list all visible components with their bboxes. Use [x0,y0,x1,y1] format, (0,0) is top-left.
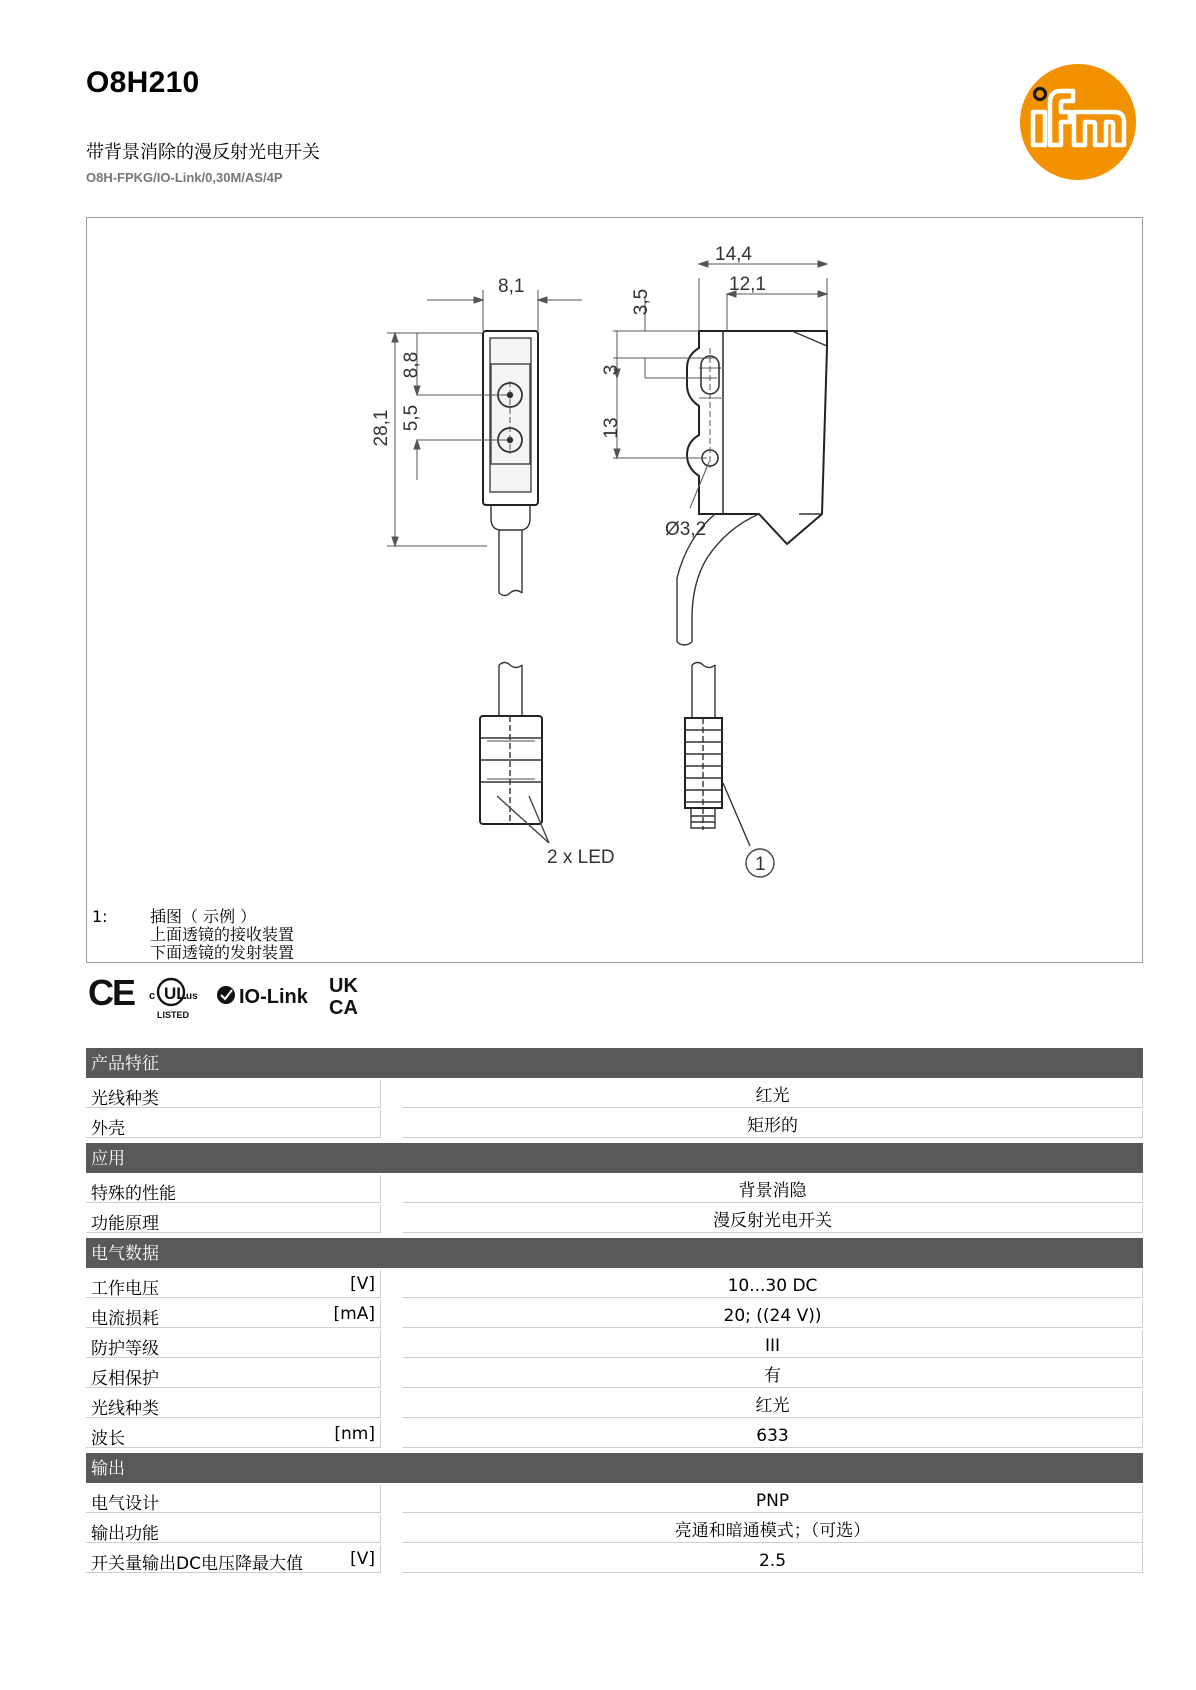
dim-lens: 5,5 [401,404,422,432]
spec-value: III [403,1330,1143,1358]
ul-us-text: us [186,991,198,1002]
spec-label-cell [86,1270,381,1298]
spec-row [86,1360,1143,1388]
dim-hole-top: 3,5 [631,288,652,316]
dim-width-front: 8,1 [498,276,525,297]
dimension-drawing [86,217,1143,963]
spec-label: 外壳 [91,1119,125,1139]
io-link-mark [217,986,309,1008]
spec-label-cell [86,1515,381,1543]
dim-depth-total: 14,4 [715,244,752,265]
spec-row [86,1485,1143,1513]
spec-unit: [mA] [333,1304,375,1324]
ifm-logo-disc [1020,64,1136,180]
spec-label-cell [86,1360,381,1388]
spec-label-cell [86,1080,381,1108]
ce-mark [88,972,135,1013]
spec-value: 20; ((24 V)) [403,1300,1143,1328]
spec-value: 背景消隐 [403,1175,1143,1203]
spec-label-cell [86,1205,381,1233]
ul-listed-mark [149,979,198,1020]
led-label: 2 x LED [547,847,615,868]
spec-unit: [nm] [334,1424,375,1444]
section-header: 输出 [86,1453,1143,1483]
spec-value: PNP [403,1485,1143,1513]
dim-height: 28,1 [371,409,392,447]
spec-label-cell [86,1300,381,1328]
note-line-2: 上面透镜的接收装置 [150,925,295,944]
spec-row [86,1390,1143,1418]
ukca-mark [329,975,358,1019]
section-header: 电气数据 [86,1238,1143,1268]
spec-label: 电气设计 [91,1494,159,1514]
certification-logos [88,968,388,1020]
spec-label: 电流损耗 [91,1309,159,1329]
spec-value: 矩形的 [403,1110,1143,1138]
ukca-text-2: CA [329,997,358,1019]
spec-value: 漫反射光电开关 [403,1205,1143,1233]
specification-table [86,1048,1143,1575]
note-line-1: 插图（ 示例 ） [150,907,257,926]
front-view [483,331,538,596]
spec-value: 红光 [403,1080,1143,1108]
note-number: 1: [92,907,108,926]
connector-view [685,663,774,878]
spec-row [86,1330,1143,1358]
spec-value: 10...30 DC [403,1270,1143,1298]
ul-c-text: c [149,990,156,1002]
spec-row [86,1420,1143,1448]
spec-value: 亮通和暗通模式；（可选） [403,1515,1143,1543]
ifm-logo [1018,62,1138,182]
spec-row [86,1300,1143,1328]
spec-label: 光线种类 [91,1399,159,1419]
spec-label-cell [86,1545,381,1573]
dim-top: 8,8 [401,351,422,379]
product-code: O8H210 [86,66,200,99]
spec-label-cell [86,1330,381,1358]
io-link-text: IO-Link [239,986,308,1008]
spec-row [86,1545,1143,1573]
spec-row [86,1270,1143,1298]
ul-listed-text: LISTED [157,1010,190,1020]
spec-value: 633 [403,1420,1143,1448]
ce-text: CE [88,972,135,1013]
spec-label-cell [86,1420,381,1448]
spec-label: 防护等级 [91,1339,159,1359]
led-view [480,663,549,844]
dim-hole: 3 [601,364,622,376]
spec-value: 有 [403,1360,1143,1388]
dim-depth: 12,1 [729,274,766,295]
spec-row [86,1205,1143,1233]
spec-label: 工作电压 [91,1279,159,1299]
spec-row [86,1175,1143,1203]
spec-row [86,1080,1143,1108]
spec-label: 特殊的性能 [91,1184,176,1204]
section-header: 应用 [86,1143,1143,1173]
spec-label: 反相保护 [91,1369,159,1389]
ukca-text-1: UK [329,975,358,997]
spec-label-cell [86,1175,381,1203]
spec-label-cell [86,1390,381,1418]
dim-hole-dia: Ø3,2 [665,519,707,540]
spec-label: 功能原理 [91,1214,159,1234]
section-header: 产品特征 [86,1048,1143,1078]
spec-label-cell [86,1485,381,1513]
spec-unit: [V] [350,1274,375,1294]
spec-label: 波长 [91,1429,125,1449]
svg-text:UL: UL [164,984,187,1003]
callout-number: 1 [755,854,766,875]
note-line-3: 下面透镜的发射装置 [150,943,295,962]
product-description: 带背景消除的漫反射光电开关 [86,142,320,163]
spec-label: 开关量输出DC电压降最大值 [91,1554,303,1574]
spec-unit: [V] [350,1549,375,1569]
spec-value: 红光 [403,1390,1143,1418]
dim-hole-pitch: 13 [601,417,622,439]
spec-label-cell [86,1110,381,1138]
ifm-logo-dot [1035,89,1046,100]
spec-label: 输出功能 [91,1524,159,1544]
spec-label: 光线种类 [91,1089,159,1109]
spec-row [86,1515,1143,1543]
spec-value: 2.5 [403,1545,1143,1573]
spec-row [86,1110,1143,1138]
article-number: O8H-FPKG/IO-Link/0,30M/AS/4P [86,170,283,185]
